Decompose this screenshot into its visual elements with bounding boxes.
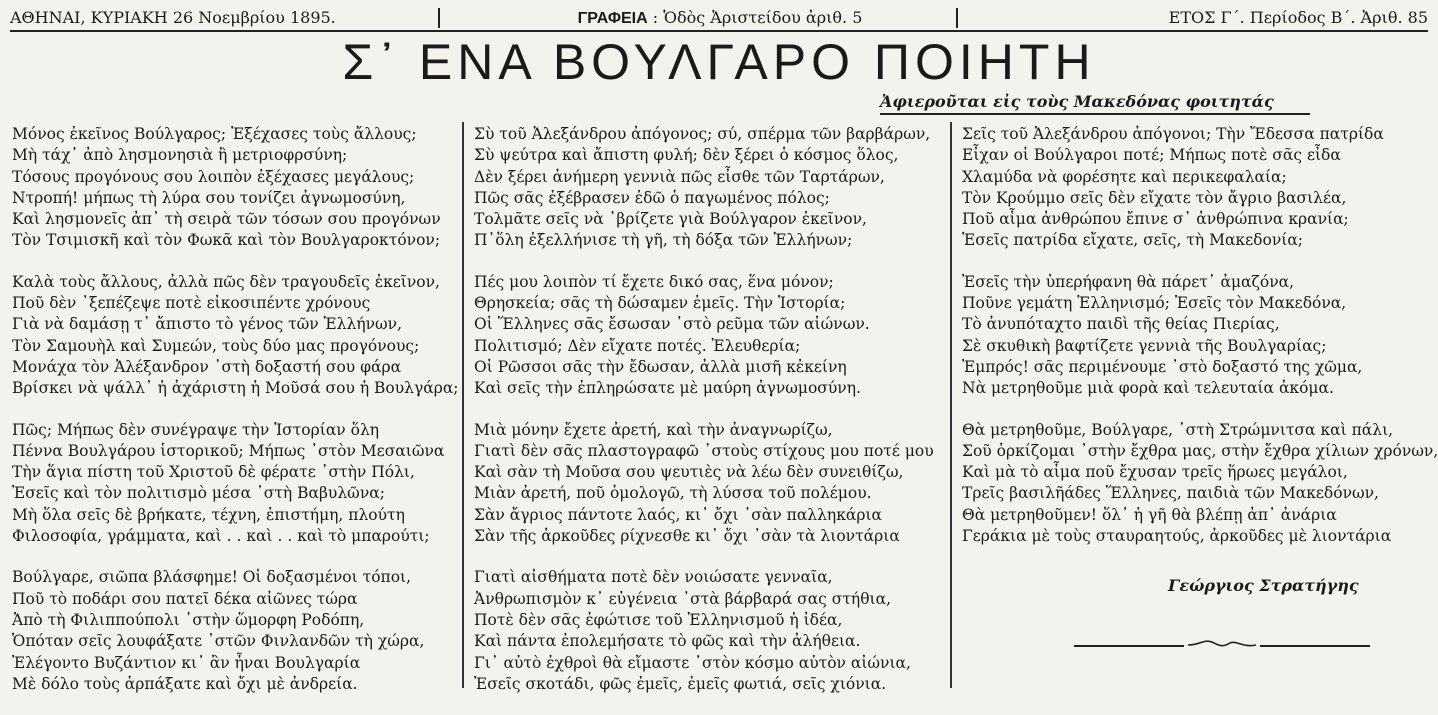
poem-column-3 — [962, 124, 1438, 567]
verse-line: Μὴ τάχ᾽ ἀπὸ λησμονησιὰ ἢ μετριοφρσύνη; — [12, 146, 348, 165]
verse-line: Σὺ ψεύτρα καὶ ἄπιστη φυλή; δὲν ξέρει ὁ κόσμος ὅλος, — [474, 146, 899, 165]
masthead-office-label: ΓΡΑΦΕΙΑ — [577, 10, 648, 27]
stanza — [962, 124, 1412, 252]
closing-ornament — [1074, 636, 1370, 652]
verse-line: Καὶ πάντα ἐπολεμήσατε τὸ φῶς καὶ τὴν ἀλήθεια. — [474, 632, 861, 651]
verse-line: Καὶ σὰν τὴ Μοῦσα σου ψευτιὲς νὰ λέω δὲν συνειθίζω, — [474, 463, 904, 482]
verse-line: Ἀνθρωπισμὸν κ᾽ εὐγένεια ᾽στὰ βάρβαρά σας στήθια, — [474, 589, 892, 608]
masthead-date: ΑΘΗΝΑΙ, ΚΥΡΙΑΚΗ 26 Νοεμβρίου 1895. — [10, 8, 336, 27]
stanza — [962, 272, 1412, 400]
verse-line: Καὶ σεῖς τὴν ἐπληρώσατε μὲ μαύρη ἀγνωμοσύνη. — [474, 379, 861, 398]
verse-line: Ποῦ αἷμα ἀνθρώπου ἔπινε σ᾽ ἀνθρώπινα κρανία; — [962, 210, 1349, 229]
verse-line: Γιὰ νὰ δαμάσῃ τ᾽ ἄπιστο τὸ γένος τῶν Ἑλλήνων, — [12, 315, 403, 334]
verse-line: Οἱ Ἕλληνες σᾶς ἔσωσαν ᾽στὸ ρεῦμα τῶν αἰώνων. — [474, 315, 870, 334]
verse-line: Σοῦ ὁρκίζομαι ᾽στὴν ἔχθρα μας, στὴν ἔχθρα χίλιων χρόνων, — [962, 441, 1438, 460]
verse-line: Πές μου λοιπὸν τί ἔχετε δικό σας, ἕνα μόνον; — [474, 272, 834, 291]
verse-line: Ἐλέγοντο Βυζάντιον κι᾽ ἂν ἦναι Βουλγαρία — [12, 653, 361, 672]
stanza — [474, 124, 942, 252]
verse-line: Ὁπόταν σεῖς λουφάξατε ᾽στῶν Φινλανδῶν τὴ χώρα, — [12, 632, 425, 651]
verse-line: Πολιτισμό; Δὲν εἴχατε ποτές. Ἐλευθερία; — [474, 336, 801, 355]
masthead-office — [480, 8, 960, 28]
verse-line: Σὲ σκυθικὴ βαφτίζετε γεννιὰ τῆς Βουλγαρίας; — [962, 336, 1327, 355]
verse-line: Τὴν ἅγια πίστη τοῦ Χριστοῦ δὲ φέρατε ᾽στὴν Πόλι, — [12, 463, 415, 482]
column-rule — [950, 122, 952, 688]
verse-line: Πῶς; Μήπως δὲν συνέγραψε τὴν Ἱστορίαν ὅλη — [12, 420, 380, 439]
verse-line: Σὰν ἄγριος πάντοτε λαός, κι᾽ ὄχι ᾽σὰν παλληκάρια — [474, 505, 883, 524]
stanza — [474, 420, 942, 548]
verse-line: Θρησκεία; σᾶς τὴ δώσαμεν ἐμεῖς. Τὴν Ἱστορία; — [474, 294, 846, 313]
verse-line: Γεράκια μὲ τοὺς σταυραητούς, ἀρκοῦδες μὲ λιοντάρια — [962, 527, 1392, 546]
verse-line: Τόσους προγόνους σου λοιπὸν ἐξέχασες μεγάλους; — [12, 167, 415, 186]
verse-line: Γιατὶ δὲν σᾶς πλαστογραφῶ ᾽στοὺς στίχους μου ποτέ μου — [474, 441, 934, 460]
verse-line: Ποῦ δὲν ᾽ξεπέζεψε ποτὲ εἰκοσιπέντε χρόνους — [12, 294, 371, 313]
verse-line: Μὴ ὅλα σεῖς δὲ βρήκατε, τέχνη, ἐπιστήμη, πλούτη — [12, 505, 405, 524]
verse-line: Πῶς σᾶς ἐξέβρασεν ἐδῶ ὁ παγωμένος πόλος; — [474, 188, 830, 207]
swash-ornament-icon — [1186, 636, 1258, 652]
verse-line: Οἱ Ρῶσσοι σᾶς τὴν ἔδωσαν, ἀλλὰ μισῆ κἐκείνη — [474, 357, 847, 376]
verse-line: Ἀπὸ τὴ Φιλιππούπολι ᾽στὴν ὥμορφη Ροδόπη, — [12, 610, 365, 629]
masthead-issue: ΕΤΟΣ Γ΄. Περίοδος Β΄. Ἀριθ. 85 — [1168, 8, 1428, 27]
verse-line: Ἐσεῖς τὴν ὑπερήφανη θὰ πάρετ᾽ ἀμαζόνα, — [962, 272, 1295, 291]
verse-line: Θὰ μετρηθοῦμεν! ὅλ᾽ ἡ γῆ θὰ βλέπῃ ἀπ᾽ ἀνάρια — [962, 505, 1337, 524]
verse-line: Γι᾽ αὐτὸ ἐχθροὶ θὰ εἴμαστε ᾽στὸν κόσμο αὐτὸν αἰώνια, — [474, 653, 911, 672]
verse-line: Ἐμπρός! σᾶς περιμένουμε ᾽στὸ δοξαστό της χῶμα, — [962, 357, 1363, 376]
verse-line: Πέννα Βουλγάρου ἱστορικοῦ; Μήπως ᾽στὸν Μεσαιῶνα — [12, 441, 445, 460]
verse-line: Τὸ ἀνυπόταχτο παιδὶ τῆς θείας Πιερίας, — [962, 315, 1280, 334]
verse-line: Ποῦνε γεμάτη Ἑλληνισμό; Ἐσεῖς τὸν Μακεδόνα, — [962, 294, 1347, 313]
masthead — [10, 6, 1428, 32]
verse-line: Ἐσεῖς καὶ τὸν πολιτισμὸ μέσα ᾽στὴ Βαβυλῶνα; — [12, 484, 385, 503]
verse-line: Σὺ τοῦ Ἀλεξάνδρου ἀπόγονος; σύ, σπέρμα τῶν βαρβάρων, — [474, 125, 931, 143]
verse-line: Βούλγαρε, σιῶπα βλάσφημε! Οἱ δοξασμένοι τόποι, — [12, 568, 412, 587]
verse-line: Φιλοσοφία, γράμματα, καὶ . . καὶ . . καὶ τὸ μπαρούτι; — [12, 527, 430, 546]
stanza — [12, 420, 452, 548]
verse-line: Ἐσεῖς πατρίδα εἴχατε, σεῖς, τὴ Μακεδονία; — [962, 231, 1304, 250]
stanza — [12, 124, 452, 252]
verse-line: Μόνος ἐκεῖνος Βούλγαρος; Ἐξέχασες τοὺς ἄλλους; — [12, 125, 417, 143]
verse-line: Νὰ μετρηθοῦμε μιὰ φορὰ καὶ τελευταία ἀκόμα. — [962, 379, 1334, 398]
verse-line: Βρίσκει νὰ ψάλλ᾽ ἡ ἀχάριστη ἡ Μοῦσά σου ἡ Βουλγάρα; — [12, 379, 459, 398]
verse-line: Θὰ μετρηθοῦμε, Βούλγαρε, ᾽στὴ Στρώμνιτσα καὶ πάλι, — [962, 420, 1394, 439]
verse-line: Ποῦ τὸ ποδάρι σου πατεῖ δέκα αἰῶνες τώρα — [12, 589, 358, 608]
verse-line: Καλὰ τοὺς ἄλλους, ἀλλὰ πῶς δὲν τραγουδεῖς ἐκεῖνον, — [12, 272, 440, 291]
verse-line: Μιὰν ἀρετή, ποῦ ὁμολογῶ, τὴ λύσσα τοῦ πολέμου. — [474, 484, 872, 503]
poem-column-1 — [12, 124, 459, 715]
stanza — [12, 272, 459, 400]
stanza — [474, 272, 942, 400]
verse-line: Εἶχαν οἱ Βούλγαροι ποτέ; Μήπως ποτὲ σᾶς εἶδα — [962, 146, 1341, 165]
verse-line: Τὸν Κρούμμο σεῖς δὲν εἴχατε τὸν ἄγριο βασιλέα, — [962, 188, 1347, 207]
verse-line: Τὸν Σαμουὴλ καὶ Συμεών, τοὺς δύο μας προγόνους; — [12, 336, 420, 355]
verse-line: Μονάχα τὸν Ἀλέξανδρον ᾽στὴ δοξαστή σου φάρα — [12, 357, 402, 376]
verse-line: Γιατὶ αἰσθήματα ποτὲ δὲν νοιώσατε γενναῖα, — [474, 568, 833, 587]
verse-line: Π᾽ὅλη ἐξελλήνισε τὴ γῆ, τὴ δόξα τῶν Ἑλλήνων; — [474, 231, 853, 250]
verse-line: Μὲ δόλο τοὺς ἁρπάξατε καὶ ὄχι μὲ ἀνδρεία. — [12, 674, 358, 693]
dedication: Ἀφιεροῦται εἰς τοὺς Μακεδόνας φοιτητάς — [880, 92, 1310, 115]
verse-line: Καὶ λησμονεῖς ἀπ᾽ τὴ σειρὰ τῶν τόσων σου προγόνων — [12, 210, 441, 229]
stanza — [962, 420, 1438, 548]
masthead-separator — [438, 8, 440, 28]
stanza — [474, 567, 942, 695]
poem-title: Σ᾽ ΕΝΑ ΒΟΥΛΓΑΡΟ ΠΟΙΗΤΗ — [342, 34, 1096, 90]
verse-line: Ποτὲ δὲν σᾶς ἐφώτισε τοῦ Ἑλληνισμοῦ ἡ ἰδέα, — [474, 610, 843, 629]
verse-line: Ἐσεῖς σκοτάδι, φῶς ἐμεῖς, ἐμεῖς φωτιά, σεῖς χιόνια. — [474, 674, 887, 693]
verse-line: Ντροπή! μήπως τὴ λύρα σου τονίζει ἀγνωμοσύνη, — [12, 188, 406, 207]
verse-line: Δὲν ξέρει ἀνήμερη γεννιὰ πῶς εἶσθε τῶν Ταρτάρων, — [474, 167, 885, 186]
stanza — [12, 567, 452, 695]
verse-line: Μιὰ μόνην ἔχετε ἀρετή, καὶ τὴν ἀναγνωρίζω, — [474, 420, 833, 439]
verse-line: Σὰν τῆς ἀρκοῦδες ρίχνεσθε κι᾽ ὄχι ᾽σὰν τὰ λιοντάρια — [474, 527, 900, 546]
verse-line: Τρεῖς βασιλῆάδες Ἕλληνες, παιδιὰ τῶν Μακεδόνων, — [962, 484, 1379, 503]
verse-line: Τὸν Τσιμισκῆ καὶ τὸν Φωκᾶ καὶ τὸν Βουλγαροκτόνον; — [12, 231, 441, 250]
verse-line: Καὶ μὰ τὸ αἷμα ποῦ ἔχυσαν τρεῖς ἥρωες μεγάλοι, — [962, 463, 1348, 482]
verse-line: Τολμᾶτε σεῖς νὰ ᾽βρίζετε γιὰ Βούλγαρον ἐκεῖνον, — [474, 210, 867, 229]
author-signature: Γεώργιος Στρατήγης — [1168, 576, 1359, 595]
masthead-office-address: : Ὁδὸς Ἀριστείδου ἀριθ. 5 — [652, 8, 863, 27]
verse-line: Σεῖς τοῦ Ἀλεξάνδρου ἀπόγονοι; Τὴν Ἔδεσσα πατρίδα — [962, 125, 1384, 143]
column-rule — [462, 122, 464, 688]
verse-line: Χλαμύδα νὰ φορέσητε καὶ περικεφαλαία; — [962, 167, 1287, 186]
masthead-separator — [956, 8, 958, 28]
poem-column-2 — [474, 124, 942, 715]
